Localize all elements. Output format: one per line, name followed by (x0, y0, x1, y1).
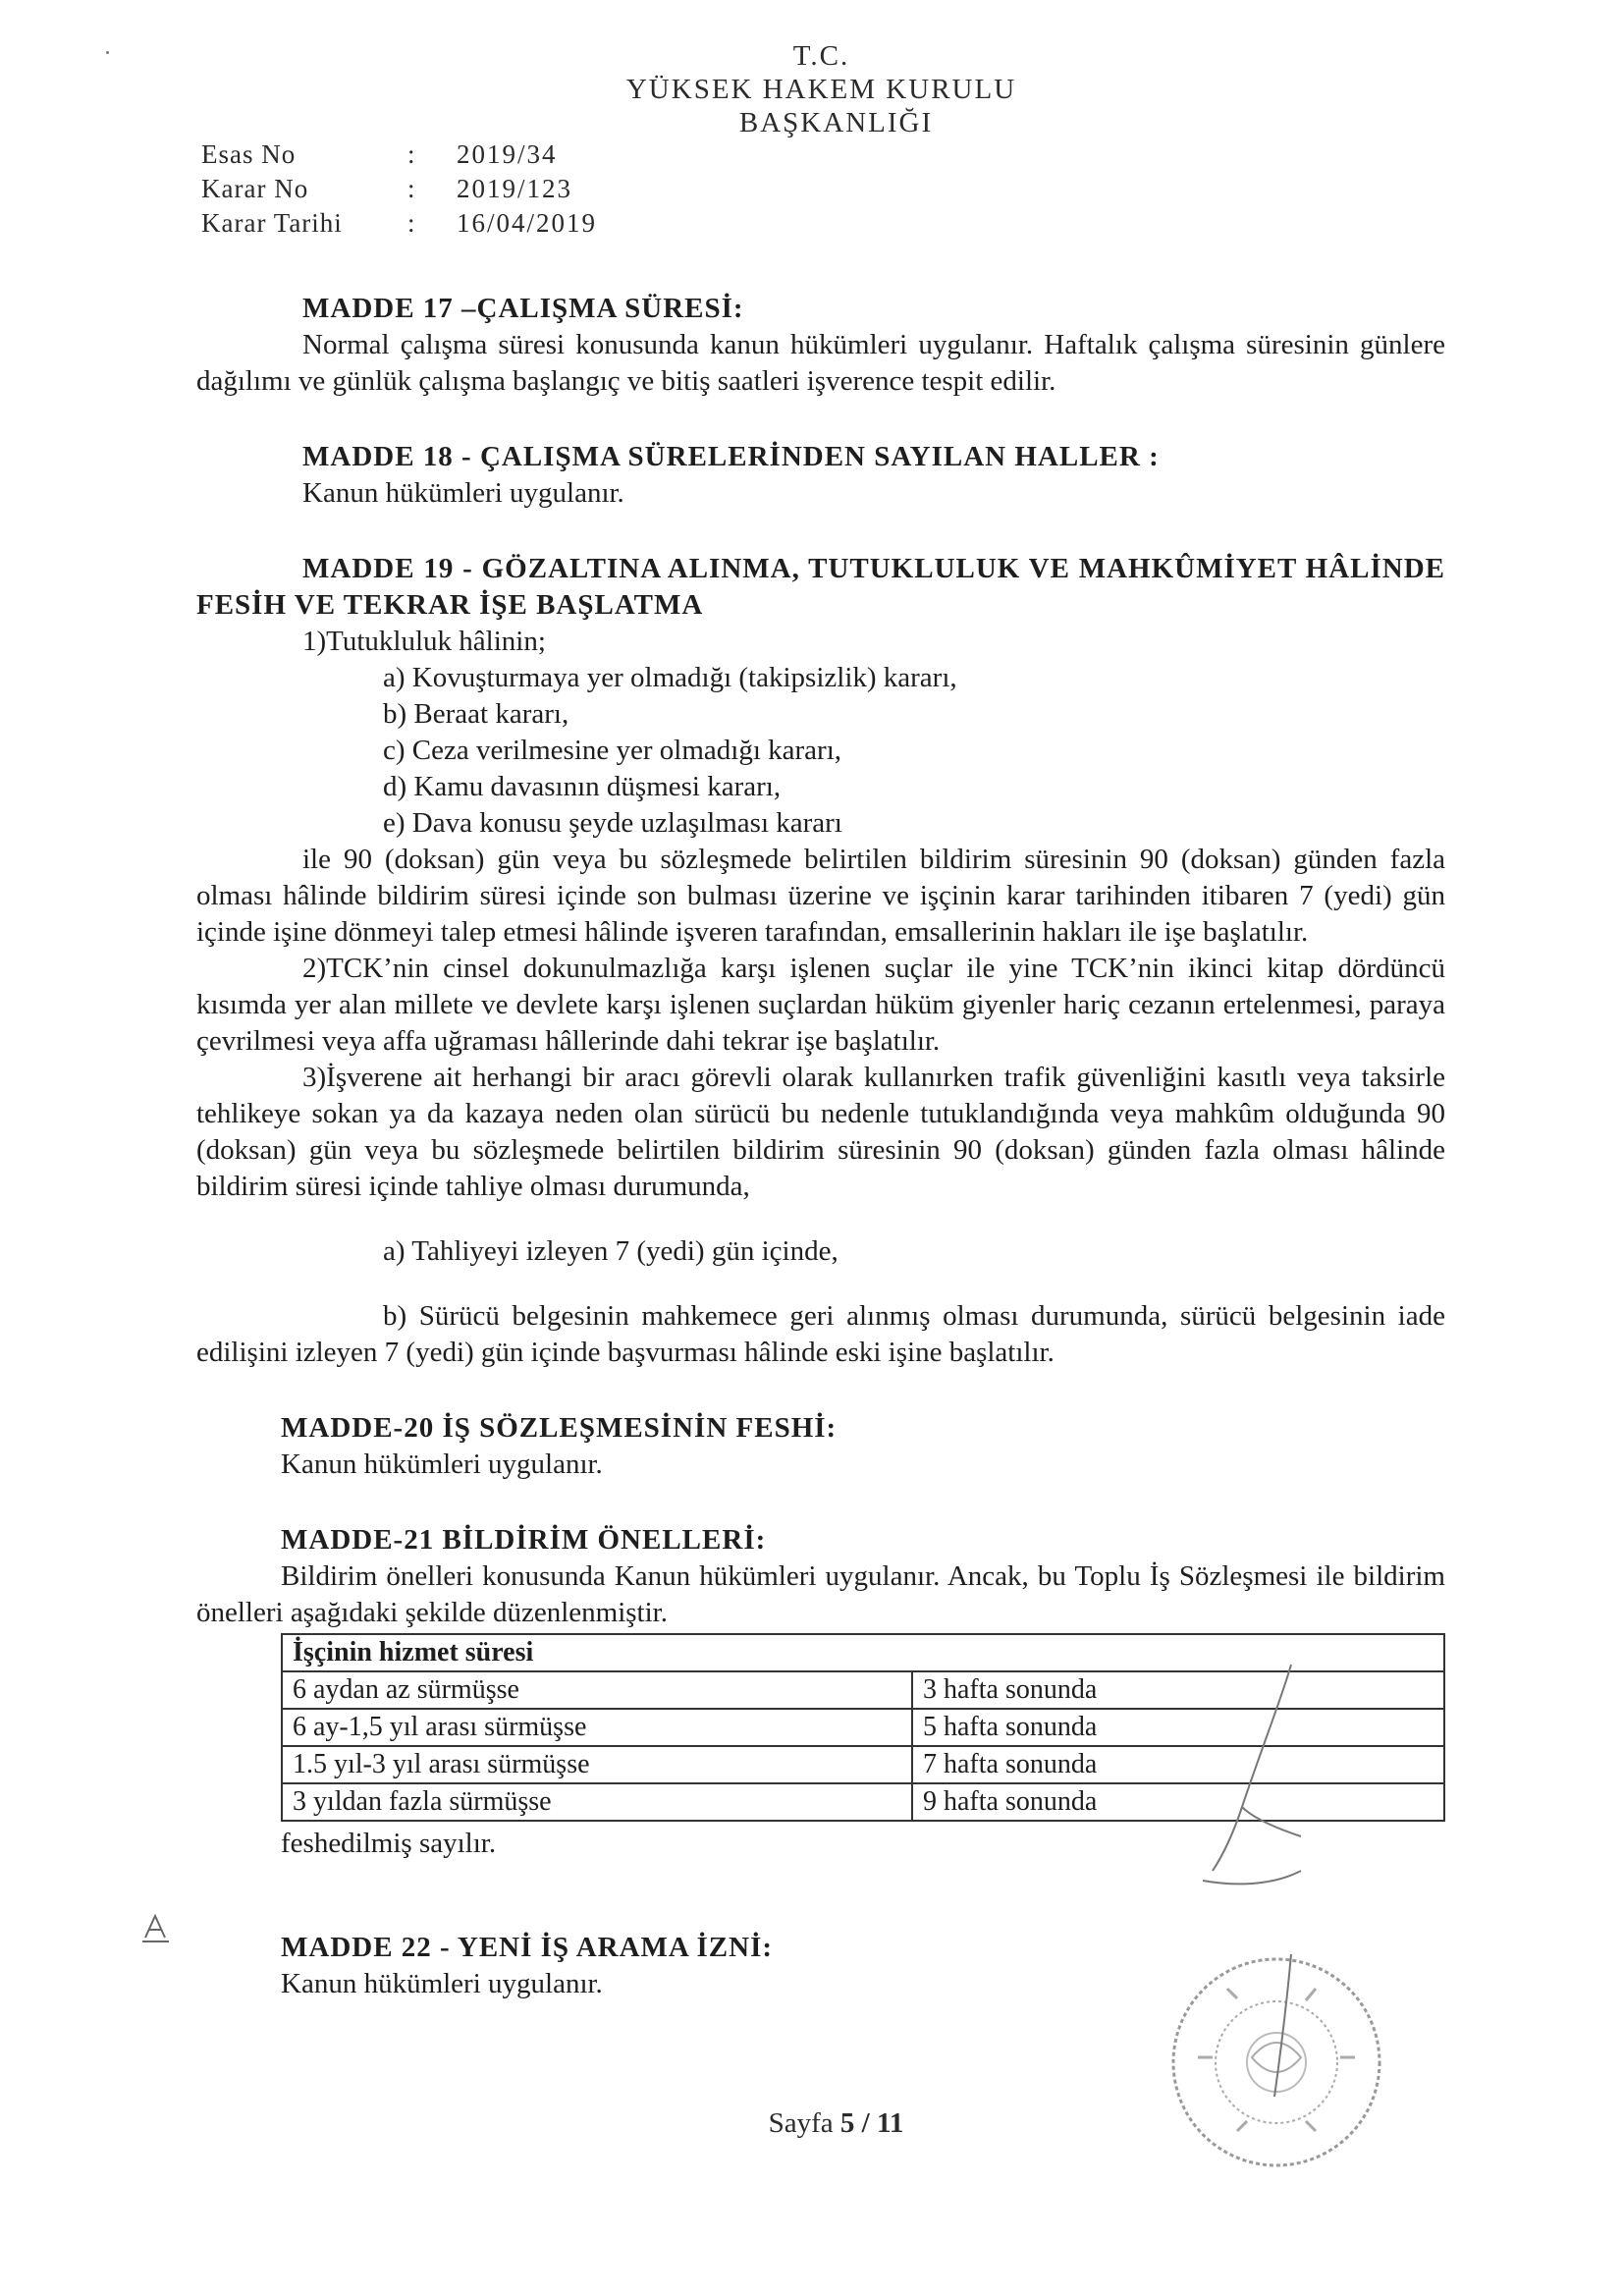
article-19 (196, 551, 1445, 1371)
case-meta (201, 137, 597, 241)
article-19-intro: 1)Tutukluluk hâlinin; (302, 626, 546, 657)
table-header-cell: İşçinin hizmet süresi (282, 1634, 1444, 1671)
header-line-1: T.C. (792, 40, 850, 72)
article-17 (196, 291, 1445, 400)
article-21-after: feshedilmiş sayılır. (281, 1828, 497, 1859)
esas-colon: : (407, 139, 415, 169)
karar-row (201, 172, 597, 206)
signature-stroke (1183, 1660, 1311, 1895)
esas-label: Esas No (201, 139, 297, 169)
esas-value: 2019/34 (457, 139, 558, 169)
tarih-row (201, 206, 597, 241)
karar-colon: : (407, 174, 415, 203)
karar-label: Karar No (201, 174, 309, 203)
article-22-text: Kanun hükümleri uygulanır. (281, 1968, 603, 1999)
institution-header (0, 39, 1623, 139)
duration-cell: 6 ay-1,5 yıl arası sürmüşse (282, 1709, 912, 1746)
article-18-text: Kanun hükümleri uygulanır. (302, 477, 624, 509)
article-20 (196, 1410, 1445, 1483)
duration-cell: 3 yıldan fazla sürmüşse (282, 1783, 912, 1821)
article-22-title: MADDE 22 - YENİ İŞ ARAMA İZNİ: (281, 1932, 774, 1963)
official-seal-stamp (1159, 1949, 1394, 2175)
list-item: a) Kovuşturmaya yer olmadığı (takipsizlik) kararı, (383, 662, 957, 693)
duration-cell: 6 aydan az sürmüşse (282, 1671, 912, 1709)
tarih-colon: : (407, 208, 415, 238)
article-19-items (383, 660, 1445, 842)
esas-row (201, 137, 597, 172)
karar-value: 2019/123 (457, 174, 573, 203)
article-19-p3-b: b) Sürücü belgesinin mahkemece geri alınmış olması durumunda, sürücü belgesinin iade edilişini izleyen 7 (yedi) gün içinde başvurması hâlinde eski işine başlatılır. (196, 1300, 1445, 1368)
article-17-title: MADDE 17 –ÇALIŞMA SÜRESİ: (302, 293, 744, 324)
article-18-title: MADDE 18 - ÇALIŞMA SÜRELERİNDEN SAYILAN HALLER : (302, 441, 1160, 472)
margin-initial-mark (137, 1908, 177, 1947)
list-item: e) Dava konusu şeyde uzlaşılması kararı (383, 807, 842, 839)
article-19-p3-a: a) Tahliyeyi izleyen 7 (yedi) gün içinde, (383, 1235, 839, 1267)
notice-cell: 9 hafta sonunda (912, 1783, 1444, 1821)
article-19-p1-body: ile 90 (doksan) gün veya bu sözleşmede belirtilen bildirim süresinin 90 (doksan) günden fazla olması hâlinde bildirim süresi içinde son bulması üzerine ve işçinin karar tarihinden itibaren 7 (yedi) gün içinde işine dönmeyi talep etmesi hâlinde işveren tarafından, emsallerinin hakları ile işe başlatılır. (196, 844, 1445, 948)
notice-cell: 5 hafta sonunda (912, 1709, 1444, 1746)
tarih-value: 16/04/2019 (457, 208, 598, 238)
duration-cell: 1.5 yıl-3 yıl arası sürmüşse (282, 1746, 912, 1783)
page-footer (0, 2107, 1623, 2140)
page-number-label (769, 2107, 904, 2139)
article-21-text: Bildirim önelleri konusunda Kanun hükümleri uygulanır. Ancak, bu Toplu İş Sözleşmesi ile bildirim önelleri aşağıdaki şekilde düzenlenmiştir. (196, 1560, 1445, 1628)
list-item: b) Beraat kararı, (383, 698, 569, 730)
article-18 (196, 439, 1445, 512)
notice-cell: 7 hafta sonunda (912, 1746, 1444, 1783)
notice-cell: 3 hafta sonunda (912, 1671, 1444, 1709)
list-item: c) Ceza verilmesine yer olmadığı kararı, (383, 735, 842, 766)
tarih-label: Karar Tarihi (201, 208, 343, 238)
header-line-2: YÜKSEK HAKEM KURULU (625, 74, 1017, 105)
article-20-text: Kanun hükümleri uygulanır. (281, 1449, 603, 1480)
article-17-text: Normal çalışma süresi konusunda kanun hükümleri uygulanır. Haftalık çalışma süresinin günlere dağılımı ve günlük çalışma başlangıç ve bitiş saatleri işverence tespit edilir. (196, 329, 1445, 397)
article-19-p2: 2)TCK’nin cinsel dokunulmazlığa karşı işlenen suçlar ile yine TCK’nin ikinci kitap dördüncü kısımda yer alan millete ve devlete karşı işlenen suçlardan hüküm giyenler hariç cezanın ertelenmesi, paraya çevrilmesi veya affa uğraması hâllerinde dahi tekrar işe başlatılır. (196, 953, 1445, 1057)
article-21-title: MADDE-21 BİLDİRİM ÖNELLERİ: (281, 1524, 767, 1556)
header-line-3: BAŞKANLIĞI (738, 107, 934, 138)
article-20-title: MADDE-20 İŞ SÖZLEŞMESİNİN FESHİ: (281, 1412, 838, 1444)
article-19-p3: 3)İşverene ait herhangi bir aracı görevli olarak kullanırken trafik güvenliğini kasıtlı veya taksirle tehlikeye sokan ya da kazaya neden olan sürücü bu nedenle tutuklandığında veya mahkûm olduğunda 90 (doksan) gün veya bu sözleşmede belirtilen bildirim süresinin 90 (doksan) günden fazla olması hâlinde bildirim süresi içinde tahliye olması durumunda, (196, 1062, 1445, 1202)
article-19-title: MADDE 19 - GÖZALTINA ALINMA, TUTUKLULUK VE MAHKÛMİYET HÂLİNDE FESİH VE TEKRAR İŞE BAŞLATMA (196, 553, 1445, 621)
list-item: d) Kamu davasının düşmesi kararı, (383, 771, 782, 802)
page-number: 5 / 11 (839, 2107, 904, 2139)
page-prefix: Sayfa (768, 2107, 834, 2139)
